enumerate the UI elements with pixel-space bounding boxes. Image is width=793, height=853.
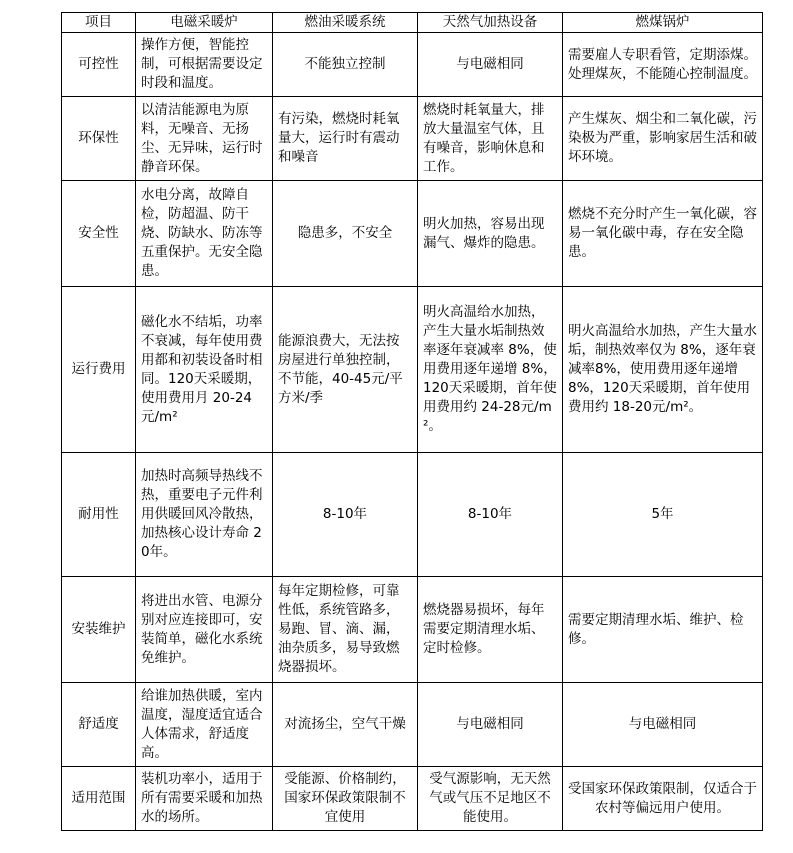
cell-coal: 受国家环保政策限制，仅适合于农村等偏远用户使用。 [563, 767, 763, 831]
row-label: 环保性 [62, 97, 136, 181]
cell-coal: 5年 [563, 453, 763, 577]
cell-electromagnetic: 装机功率小，适用于所有需要采暖和加热水的场所。 [136, 767, 273, 831]
cell-oil: 每年定期检修，可靠性低，系统管路多，易跑、冒、滴、漏，油杂质多，易导致燃烧器损坏。 [273, 577, 418, 683]
table-row-durability [62, 453, 763, 577]
table-row-environmental [62, 97, 763, 181]
cell-oil: 8-10年 [273, 453, 418, 577]
row-label: 可控性 [62, 33, 136, 97]
header-item: 项目 [62, 13, 136, 33]
cell-coal: 需要雇人专职看管，定期添煤。处理煤灰，不能随心控制温度。 [563, 33, 763, 97]
cell-electromagnetic: 加热时高频导热线不热，重要电子元件利用供暖回风冷散热，加热核心设计寿命 20年。 [136, 453, 273, 577]
cell-gas: 燃烧时耗氧量大，排放大量温室气体，且有噪音，影响休息和工作。 [418, 97, 563, 181]
cell-gas: 明火高温给水加热，产生大量水垢制热效率逐年衰减率 8%，使用费用逐年递增 8%，120天采暖期，首年使用费用约 24-28元/m²。 [418, 287, 563, 453]
header-gas: 天然气加热设备 [418, 13, 563, 33]
cell-oil: 对流扬尘，空气干燥 [273, 683, 418, 767]
cell-oil: 能源浪费大，无法按房屋进行单独控制，不节能，40-45元/平方米/季 [273, 287, 418, 453]
cell-electromagnetic: 磁化水不结垢，功率不衰减，每年使用费用都和初装设备时相同。120天采暖期，使用费用月 20-24元/m² [136, 287, 273, 453]
row-label: 运行费用 [62, 287, 136, 453]
cell-electromagnetic: 给谁加热供暖，室内温度，湿度适宜适合人体需求，舒适度高。 [136, 683, 273, 767]
cell-oil: 不能独立控制 [273, 33, 418, 97]
table-row-operating-cost [62, 287, 763, 453]
cell-coal: 明火高温给水加热，产生大量水垢，制热效率仅为 8%，逐年衰减率8%，使用费用逐年递增8%，120天采暖期，首年使用费用约 18-20元/m²。 [563, 287, 763, 453]
header-coal: 燃煤锅炉 [563, 13, 763, 33]
cell-gas: 8-10年 [418, 453, 563, 577]
cell-oil: 受能源、价格制约，国家环保政策限制不宜使用 [273, 767, 418, 831]
table-row-applicability [62, 767, 763, 831]
cell-oil: 有污染，燃烧时耗氧量大，运行时有震动和噪音 [273, 97, 418, 181]
cell-electromagnetic: 以清洁能源电为原料，无噪音、无扬尘、无异味，运行时静音环保。 [136, 97, 273, 181]
table-row-controllability [62, 33, 763, 97]
table-row-safety [62, 181, 763, 287]
cell-electromagnetic: 水电分离，故障自检，防超温、防干烧、防缺水、防冻等五重保护。无安全隐患。 [136, 181, 273, 287]
cell-coal: 燃烧不充分时产生一氧化碳，容易一氧化碳中毒，存在安全隐患。 [563, 181, 763, 287]
cell-coal: 需要定期清理水垢、维护、检修。 [563, 577, 763, 683]
cell-gas: 明火加热，容易出现漏气、爆炸的隐患。 [418, 181, 563, 287]
table-row-installation-maintenance [62, 577, 763, 683]
header-row [62, 13, 763, 33]
cell-gas: 燃烧器易损坏，每年需要定期清理水垢、定时检修。 [418, 577, 563, 683]
row-label: 安装维护 [62, 577, 136, 683]
header-oil: 燃油采暖系统 [273, 13, 418, 33]
cell-gas: 与电磁相同 [418, 33, 563, 97]
row-label: 安全性 [62, 181, 136, 287]
comparison-table [61, 12, 763, 831]
cell-coal: 产生煤灰、烟尘和二氧化碳，污染极为严重，影响家居生活和破坏环境。 [563, 97, 763, 181]
cell-electromagnetic: 将进出水管、电源分别对应连接即可，安装简单，磁化水系统免维护。 [136, 577, 273, 683]
cell-electromagnetic: 操作方便，智能控制，可根据需要设定时段和温度。 [136, 33, 273, 97]
row-label: 适用范围 [62, 767, 136, 831]
table-row-comfort [62, 683, 763, 767]
row-label: 耐用性 [62, 453, 136, 577]
row-label: 舒适度 [62, 683, 136, 767]
cell-gas: 与电磁相同 [418, 683, 563, 767]
cell-gas: 受气源影响，无天然气或气压不足地区不能使用。 [418, 767, 563, 831]
cell-coal: 与电磁相同 [563, 683, 763, 767]
cell-oil: 隐患多，不安全 [273, 181, 418, 287]
header-electromagnetic: 电磁采暖炉 [136, 13, 273, 33]
